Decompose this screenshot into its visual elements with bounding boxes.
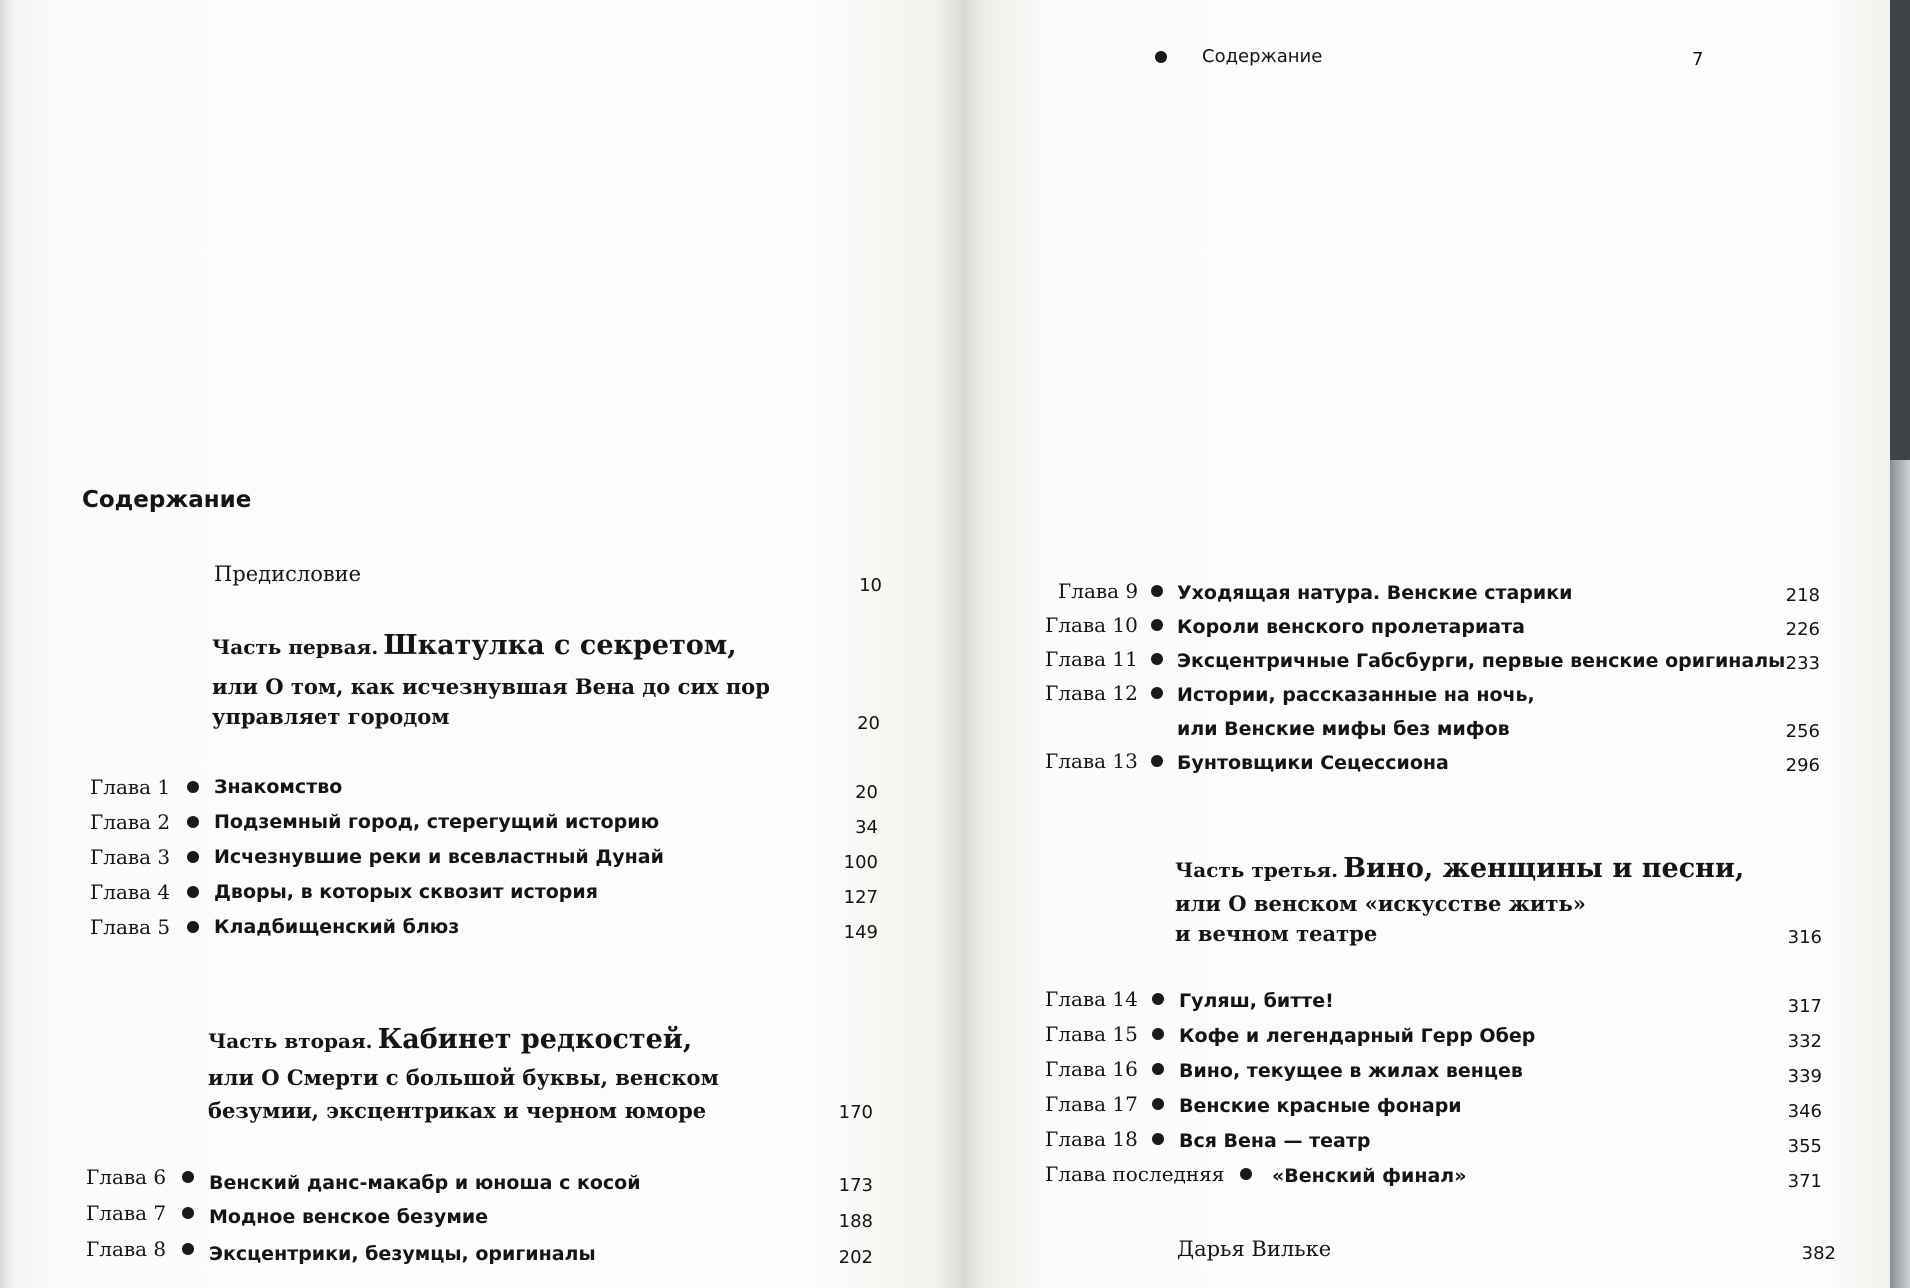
chapter-label: Глава 6 <box>86 1165 167 1189</box>
chapter-page: 339 <box>1787 1066 1822 1087</box>
chapter-page: 100 <box>843 852 878 873</box>
bullet-icon <box>187 781 199 793</box>
chapter-label: Глава 10 <box>1045 613 1138 637</box>
part1-prefix: Часть первая. <box>212 635 379 659</box>
chapter-title: Эксцентричные Габсбурги, первые венские оригиналы <box>1177 650 1786 672</box>
bullet-icon <box>182 1243 194 1255</box>
chapter-page: 188 <box>838 1211 873 1232</box>
chapter-title: Знакомство <box>214 776 343 798</box>
chapter-page: 20 <box>855 782 878 803</box>
chapter-title: Модное венское безумие <box>209 1206 489 1228</box>
bullet-icon <box>1152 1098 1164 1110</box>
toc-heading: Содержание <box>82 487 252 513</box>
bullet-icon <box>187 886 199 898</box>
bullet-icon <box>1152 1028 1164 1040</box>
chapter-page: 317 <box>1787 996 1822 1017</box>
chapter-title: Дворы, в которых сквозит история <box>214 881 598 903</box>
bullet-icon <box>1152 993 1164 1005</box>
chapter-page: 346 <box>1787 1101 1822 1122</box>
chapter-label: Глава 8 <box>86 1237 167 1261</box>
bullet-icon <box>1151 653 1163 665</box>
chapter-page: 226 <box>1785 619 1820 640</box>
author-name: Дарья Вильке <box>1177 1237 1332 1261</box>
chapter-page: 173 <box>838 1175 873 1196</box>
bullet-icon <box>182 1207 194 1219</box>
chapter-title: «Венский финал» <box>1272 1165 1467 1187</box>
bullet-icon <box>1155 51 1167 63</box>
chapter-label: Глава 3 <box>90 845 171 869</box>
chapter-page: 127 <box>843 887 878 908</box>
chapter-label: Глава 5 <box>90 915 171 939</box>
part2-prefix: Часть вторая. <box>208 1029 373 1053</box>
background-strip-dark <box>1890 0 1910 460</box>
part2-page: 170 <box>838 1102 873 1123</box>
bullet-icon <box>1152 1133 1164 1145</box>
chapter-title: Исчезнувшие реки и всевластный Дунай <box>214 846 664 868</box>
chapter-title: Кофе и легендарный Герр Обер <box>1179 1025 1536 1047</box>
preface-title: Предисловие <box>214 562 362 586</box>
part2-heading <box>208 1024 692 1055</box>
part3-subtitle-1: или О венском «искусстве жить» <box>1175 891 1586 916</box>
part3-subtitle-2: и вечном театре <box>1175 921 1378 946</box>
part3-prefix: Часть третья. <box>1175 858 1339 882</box>
part3-page: 316 <box>1787 927 1822 948</box>
chapter-page: 296 <box>1785 755 1820 776</box>
chapter-page: 149 <box>843 922 878 943</box>
chapter-title: Бунтовщики Сецессиона <box>1177 752 1449 774</box>
chapter-title-cont: или Венские мифы без мифов <box>1177 718 1510 740</box>
chapter-label: Глава 9 <box>1058 579 1139 603</box>
part1-page: 20 <box>857 713 880 734</box>
bullet-icon <box>187 921 199 933</box>
chapter-label: Глава 14 <box>1045 987 1138 1011</box>
chapter-label: Глава 7 <box>86 1201 167 1225</box>
preface-page: 10 <box>859 575 882 596</box>
chapter-title: Короли венского пролетариата <box>1177 616 1525 638</box>
bullet-icon <box>1151 619 1163 631</box>
part1-subtitle-1: или О том, как исчезнувшая Вена до сих пор <box>212 674 770 699</box>
chapter-page: 34 <box>855 817 878 838</box>
bullet-icon <box>1151 585 1163 597</box>
page-number: 7 <box>1692 49 1704 70</box>
chapter-title: Эксцентрики, безумцы, оригиналы <box>209 1243 596 1265</box>
bullet-icon <box>1151 755 1163 767</box>
part2-subtitle-2: безумии, эксцентриках и черном юморе <box>208 1098 707 1123</box>
chapter-page: 233 <box>1785 653 1820 674</box>
chapter-label: Глава последняя <box>1045 1162 1225 1186</box>
chapter-page: 218 <box>1785 585 1820 606</box>
part3-title: Вино, женщины и песни, <box>1343 853 1745 884</box>
chapter-label: Глава 18 <box>1045 1127 1138 1151</box>
chapter-title: Венский данс-макабр и юноша с косой <box>209 1172 641 1194</box>
part1-heading <box>212 630 737 661</box>
chapter-page: 202 <box>838 1247 873 1268</box>
part1-subtitle-2: управляет городом <box>212 704 450 729</box>
chapter-title: Подземный город, стерегущий историю <box>214 811 660 833</box>
chapter-label: Глава 1 <box>90 775 171 799</box>
chapter-label: Глава 16 <box>1045 1057 1138 1081</box>
part2-title: Кабинет редкостей, <box>377 1024 693 1055</box>
part1-title: Шкатулка с секретом, <box>383 630 737 661</box>
chapter-title: Уходящая натура. Венские старики <box>1177 582 1573 604</box>
chapter-label: Глава 13 <box>1045 749 1138 773</box>
chapter-label: Глава 4 <box>90 880 171 904</box>
chapter-page: 371 <box>1787 1171 1822 1192</box>
chapter-title: Истории, рассказанные на ночь, <box>1177 684 1535 706</box>
chapter-title: Вино, текущее в жилах венцев <box>1179 1060 1523 1082</box>
chapter-title: Венские красные фонари <box>1179 1095 1462 1117</box>
chapter-title: Гуляш, битте! <box>1179 990 1334 1012</box>
bullet-icon <box>1151 687 1163 699</box>
bullet-icon <box>187 851 199 863</box>
chapter-title: Кладбищенский блюз <box>214 916 460 938</box>
chapter-label: Глава 11 <box>1045 647 1138 671</box>
chapter-label: Глава 12 <box>1045 681 1138 705</box>
chapter-label: Глава 15 <box>1045 1022 1138 1046</box>
chapter-page: 332 <box>1787 1031 1822 1052</box>
chapter-label: Глава 2 <box>90 810 171 834</box>
bullet-icon <box>187 816 199 828</box>
bullet-icon <box>182 1171 194 1183</box>
bullet-icon <box>1240 1168 1252 1180</box>
part2-subtitle-1: или О Смерти с большой буквы, венском <box>208 1065 719 1090</box>
bullet-icon <box>1152 1063 1164 1075</box>
chapter-page: 355 <box>1787 1136 1822 1157</box>
author-page: 382 <box>1801 1243 1836 1264</box>
part3-heading <box>1175 853 1744 884</box>
chapter-page: 256 <box>1785 721 1820 742</box>
chapter-title: Вся Вена — театр <box>1179 1130 1371 1152</box>
chapter-label: Глава 17 <box>1045 1092 1138 1116</box>
running-head: Содержание <box>1202 46 1323 67</box>
